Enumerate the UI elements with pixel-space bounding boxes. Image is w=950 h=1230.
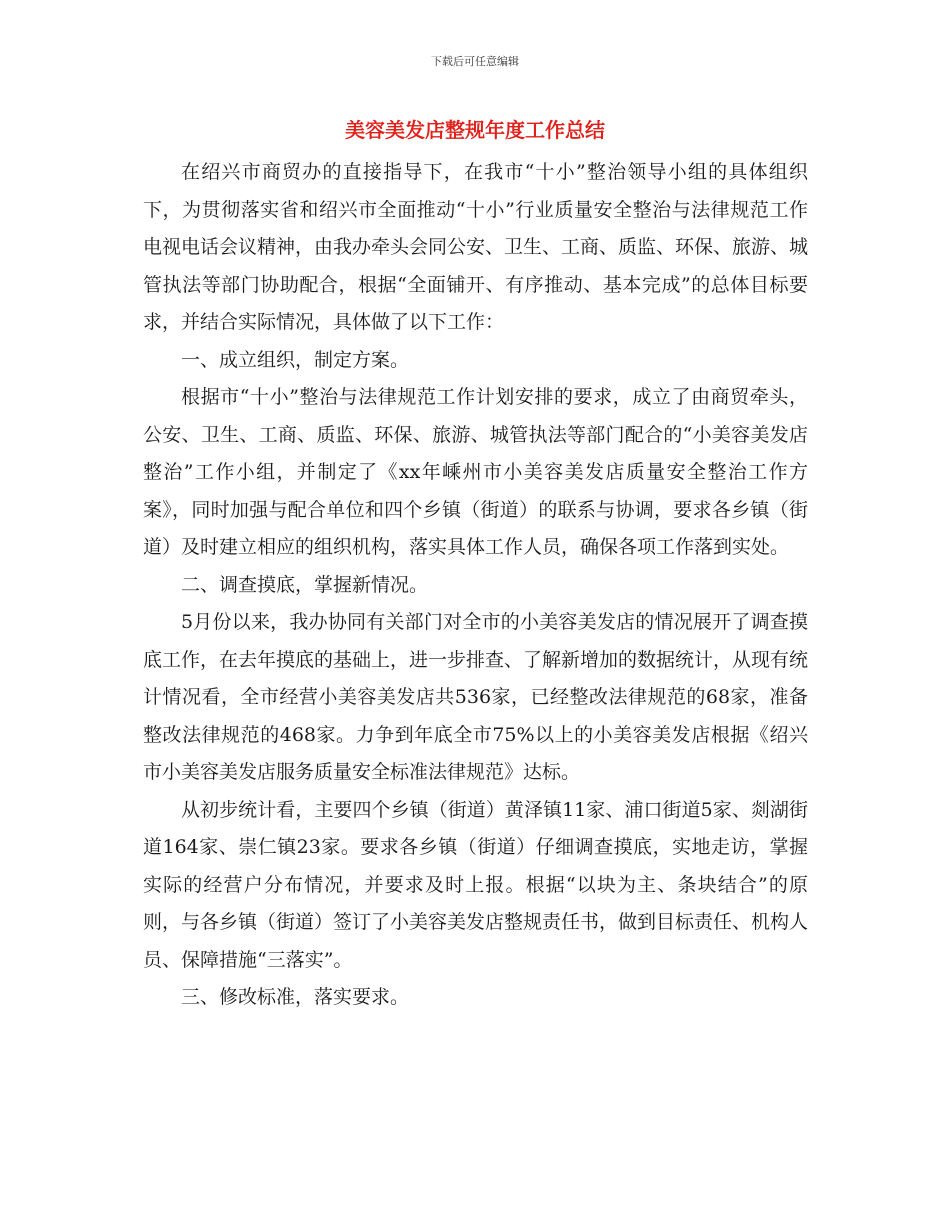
paragraph-section-2a: 5月份以来，我办协同有关部门对全市的小美容美发店的情况展开了调查摸底工作，在去年摸底的基础上，进一步排查、了解新增加的数据统计，从现有统计情况看，全市经营小美容美发店共536家，已经整改法律规范的68家，准备整改法律规范的468家。力争到年底全市75%以上的小美容美发店根据《绍兴市小美容美发店服务质量安全标准法律规范》达标。 <box>143 611 809 783</box>
section-heading-1: 一、成立组织，制定方案。 <box>181 348 410 371</box>
paragraph-section-2b: 从初步统计看，主要四个乡镇（街道）黄泽镇11家、浦口街道5家、剡湖街道164家、崇仁镇23家。要求各乡镇（街道）仔细调查摸底，实地走访，掌握实际的经营户分布情况，并要求及时上报。根据“以块为主、条块结合”的原则，与各乡镇（街道）签订了小美容美发店整规责任书，做到目标责任、机构人员、保障措施“三落实”。 <box>143 798 809 971</box>
section-heading-3: 三、修改标准，落实要求。 <box>181 986 410 1008</box>
paragraph-intro: 在绍兴市商贸办的直接指导下，在我市“十小”整治领导小组的具体组织下，为贯彻落实省和绍兴市全面推动“十小”行业质量安全整治与法律规范工作电视电话会议精神，由我办牵头会同公安、卫生、工商、质监、环保、旅游、城管执法等部门协助配合，根据“全面铺开、有序推动、基本完成”的总体目标要求，并结合实际情况，具体做了以下工作： <box>143 161 809 333</box>
section-heading-2: 二、调查摸底，掌握新情况。 <box>181 573 429 596</box>
document-body <box>143 154 808 1017</box>
paragraph-section-1: 根据市“十小”整治与法律规范工作计划安排的要求，成立了由商贸牵头，公安、卫生、工商、质监、环保、旅游、城管执法等部门配合的“小美容美发店整治”工作小组，并制定了《xx年嵊州市小美容美发店质量安全整治工作方案》，同时加强与配合单位和四个乡镇（街道）的联系与协调，要求各乡镇（街道）及时建立相应的组织机构，落实具体工作人员，确保各项工作落到实处。 <box>143 386 808 558</box>
header-note: 下载后可任意编辑 <box>431 55 519 68</box>
document-title: 美容美发店整规年度工作总结 <box>345 118 605 142</box>
